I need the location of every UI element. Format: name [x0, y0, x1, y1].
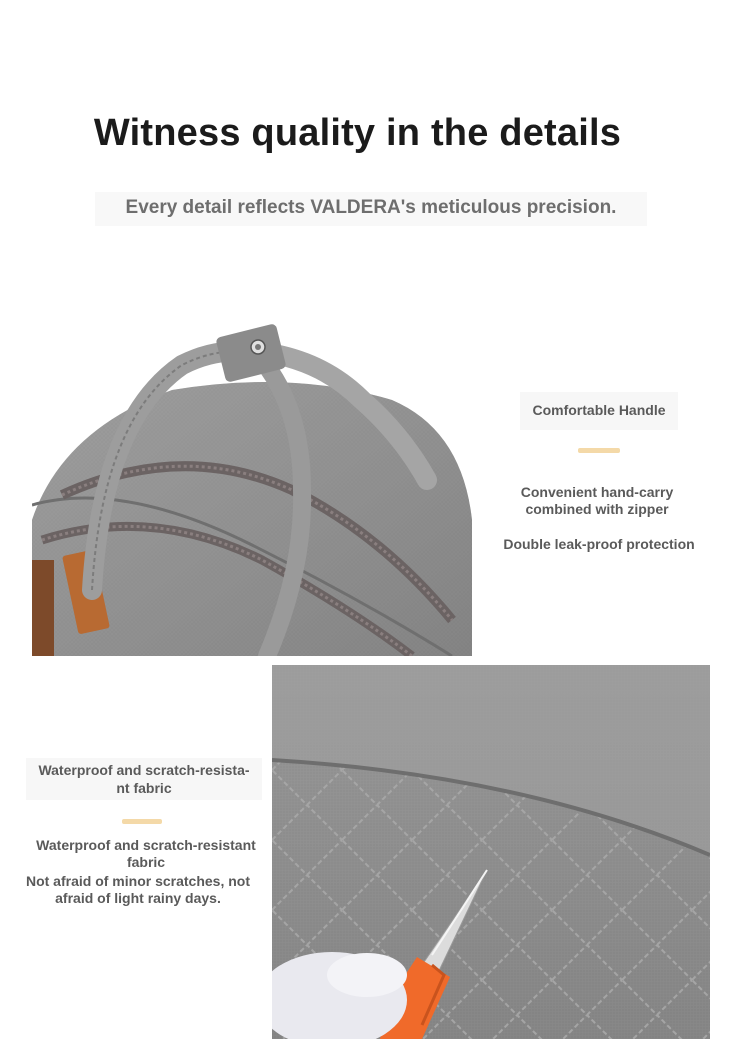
fabric-heading-line-1: Waterproof and scratch-resista- [38, 762, 250, 778]
fabric-sub-line-2: fabric [126, 854, 166, 870]
fabric-sub-line-1: Waterproof and scratch-resistant [36, 837, 256, 853]
handle-accent-dash [578, 448, 620, 453]
backpack-handle-illustration [32, 290, 472, 656]
fabric-accent-dash [122, 819, 162, 824]
page-title: Witness quality in the details [93, 112, 622, 154]
fabric-scissors-illustration [272, 665, 710, 1039]
handle-line-1: Convenient hand-carry [520, 484, 674, 500]
fabric-desc-line-1: Not afraid of minor scratches, not [25, 873, 251, 889]
fabric-scissors-photo [272, 665, 710, 1039]
handle-line-2: combined with zipper [525, 501, 669, 517]
backpack-handle-photo [32, 290, 472, 656]
fabric-desc-line-2: afraid of light rainy days. [55, 890, 221, 906]
fabric-heading-line-2: nt fabric [116, 780, 172, 796]
handle-line-3: Double leak-proof protection [503, 536, 695, 552]
handle-heading: Comfortable Handle [532, 402, 666, 418]
page-subtitle: Every detail reflects VALDERA's meticulous precision. [95, 192, 647, 226]
